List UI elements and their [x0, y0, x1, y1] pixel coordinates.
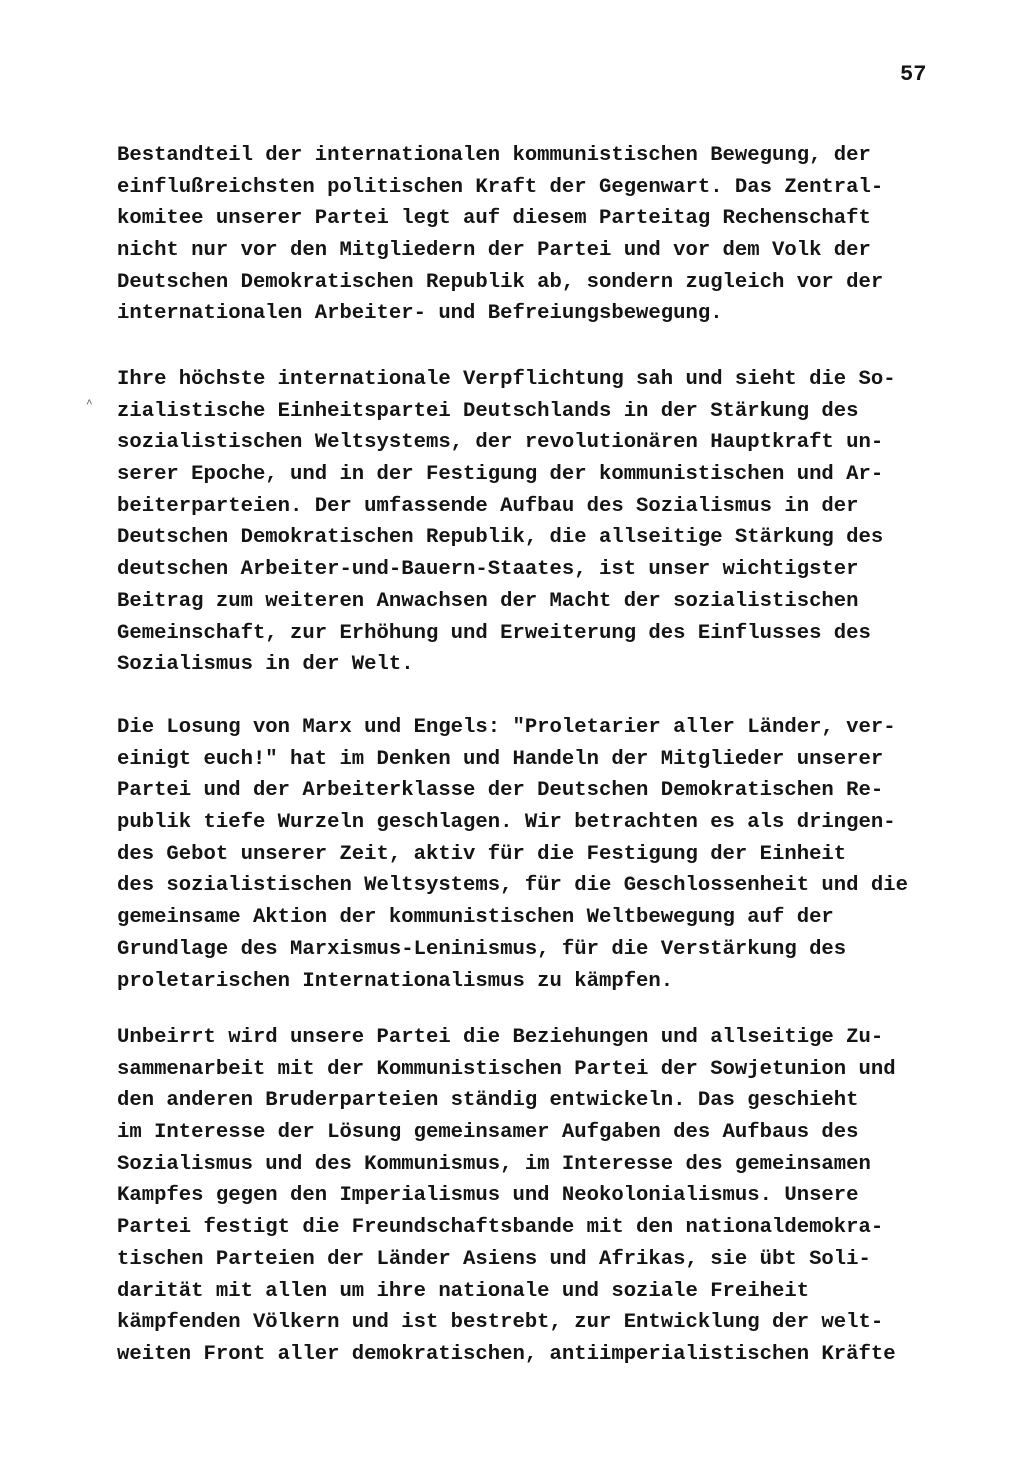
- paragraph: [117, 364, 947, 681]
- text-line: sozialistischen Weltsystems, der revolutionären Hauptkraft un-: [117, 431, 884, 455]
- text-line: Ihre höchste internationale Verpflichtung sah und sieht die So-: [117, 368, 896, 391]
- text-line: Partei und der Arbeiterklasse der Deutschen Demokratischen Re-: [117, 779, 884, 803]
- text-line: gemeinsame Aktion der kommunistischen Weltbewegung auf der: [117, 906, 834, 930]
- text-line: zialistische Einheitspartei Deutschlands in der Stärkung des: [117, 399, 859, 423]
- text-line: einflußreichsten politischen Kraft der Gegenwart. Das Zentral-: [117, 175, 884, 199]
- text-line: Kampfes gegen den Imperialismus und Neokolonialismus. Unsere: [117, 1184, 859, 1208]
- text-line: weiten Front aller demokratischen, antiimperialistischen Kräfte: [117, 1342, 896, 1366]
- paragraph: [117, 1022, 947, 1371]
- text-line: des Gebot unserer Zeit, aktiv für die Festigung der Einheit: [117, 842, 847, 866]
- text-line: tischen Parteien der Länder Asiens und Afrikas, sie übt Soli-: [117, 1247, 871, 1271]
- text-line: proletarischen Internationalismus zu kämpfen.: [117, 969, 674, 993]
- text-line: Partei festigt die Freundschaftsbande mit den nationaldemokra-: [117, 1216, 884, 1240]
- text-line: darität mit allen um ihre nationale und soziale Freiheit: [117, 1279, 810, 1303]
- text-line: sammenarbeit mit der Kommunistischen Partei der Sowjetunion und: [117, 1057, 896, 1081]
- text-line: Deutschen Demokratischen Republik, die allseitige Stärkung des: [117, 526, 884, 550]
- text-line: Gemeinschaft, zur Erhöhung und Erweiterung des Einflusses des: [117, 621, 871, 645]
- text-line: Bestandteil der internationalen kommunistischen Bewegung, der: [117, 144, 871, 167]
- paragraph: [117, 712, 947, 997]
- text-line: deutschen Arbeiter-und-Bauern-Staates, ist unser wichtigster: [117, 558, 859, 582]
- text-line: Beitrag zum weiteren Anwachsen der Macht der sozialistischen: [117, 589, 859, 613]
- text-line: einigt euch!" hat im Denken und Handeln der Mitglieder unserer: [117, 747, 884, 771]
- text-line: Deutschen Demokratischen Republik ab, sondern zugleich vor der: [117, 270, 884, 294]
- text-line: Sozialismus in der Welt.: [117, 653, 414, 677]
- text-line: komitee unserer Partei legt auf diesem Parteitag Rechenschaft: [117, 207, 871, 231]
- text-line: internationalen Arbeiter- und Befreiungsbewegung.: [117, 302, 723, 326]
- text-line: des sozialistischen Weltsystems, für die Geschlossenheit und die: [117, 874, 908, 898]
- paragraph: [117, 140, 947, 330]
- text-line: nicht nur vor den Mitgliedern der Partei und vor dem Volk der: [117, 239, 871, 263]
- text-line: Unbeirrt wird unsere Partei die Beziehungen und allseitige Zu-: [117, 1026, 884, 1049]
- text-line: kämpfenden Völkern und ist bestrebt, zur Entwicklung der welt-: [117, 1311, 884, 1335]
- page-number: 57: [900, 62, 927, 87]
- text-line: Grundlage des Marxismus-Leninismus, für die Verstärkung des: [117, 937, 847, 961]
- text-line: publik tiefe Wurzeln geschlagen. Wir betrachten es als dringen-: [117, 811, 896, 835]
- text-line: beiterparteien. Der umfassende Aufbau des Sozialismus in der: [117, 494, 859, 518]
- margin-mark: ^: [86, 399, 93, 411]
- text-line: Die Losung von Marx und Engels: "Proletarier aller Länder, ver-: [117, 716, 896, 739]
- text-line: im Interesse der Lösung gemeinsamer Aufgaben des Aufbaus des: [117, 1121, 859, 1145]
- text-line: serer Epoche, und in der Festigung der kommunistischen und Ar-: [117, 463, 884, 487]
- text-line: Sozialismus und des Kommunismus, im Interesse des gemeinsamen: [117, 1152, 871, 1176]
- text-line: den anderen Bruderparteien ständig entwickeln. Das geschieht: [117, 1089, 859, 1113]
